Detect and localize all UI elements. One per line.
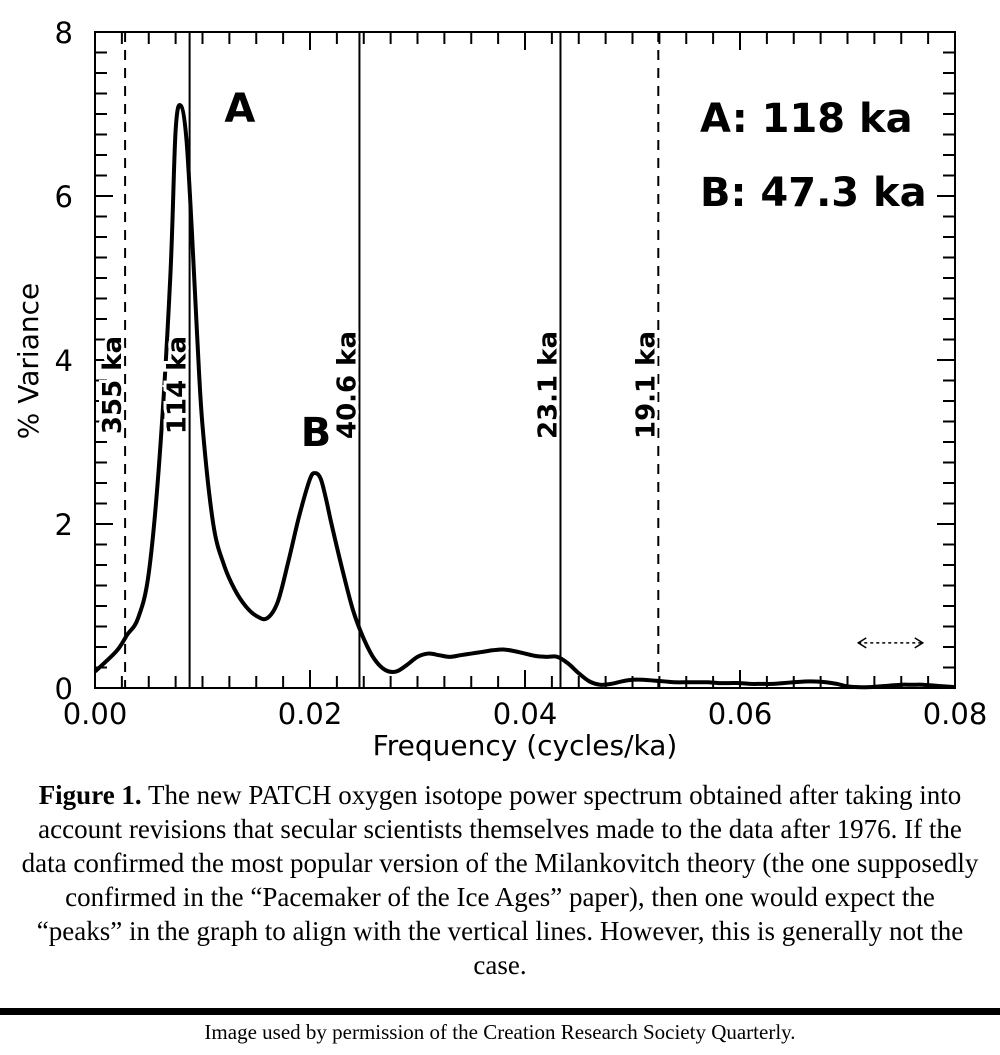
peak-label: B <box>300 410 332 457</box>
reference-line-label: 114 ka <box>162 335 193 435</box>
arrow-marker <box>858 638 923 648</box>
y-axis-label: % Variance <box>12 282 45 440</box>
annotation-b: B: 47.3 ka <box>700 170 927 216</box>
x-tick-label: 0.04 <box>492 697 558 731</box>
image-credit: Image used by permission of the Creation Research Society Quarterly. <box>204 1020 796 1044</box>
x-axis-label: Frequency (cycles/ka) <box>372 729 678 762</box>
figure-caption <box>20 778 980 982</box>
x-tick-label: 0.08 <box>922 697 988 731</box>
x-tick-label: 0.00 <box>62 697 128 731</box>
peak-label: A <box>224 85 256 132</box>
annotation-a: A: 118 ka <box>700 96 913 142</box>
y-tick-label: 6 <box>54 180 73 214</box>
x-tick-label: 0.02 <box>277 697 343 731</box>
caption-text: The new PATCH oxygen isotope power spectrum obtained after taking into account revisions that secular scientists themselves made to the data after 1976. If the data confirmed the most popular version of the Milankovitch theory (the one supposedly confirmed in the “Pacemaker of the Ice Ages” paper), then one would expect the “peaks” in the graph to align with the vertical lines. However, this is generally not the case. <box>21 780 979 980</box>
reference-line-label: 19.1 ka <box>631 330 662 440</box>
y-tick-label: 0 <box>54 672 73 706</box>
reference-line-label: 40.6 ka <box>332 330 363 440</box>
y-tick-label: 8 <box>54 16 73 50</box>
caption-label: Figure 1. <box>38 780 142 810</box>
vertical-reference-lines <box>125 32 658 688</box>
y-tick-label: 2 <box>54 508 73 542</box>
divider-rule <box>0 1008 1000 1015</box>
x-tick-label: 0.06 <box>707 697 773 731</box>
reference-line-label: 23.1 ka <box>533 330 564 440</box>
reference-line-label: 355 ka <box>98 335 129 435</box>
y-tick-label: 4 <box>54 344 73 378</box>
